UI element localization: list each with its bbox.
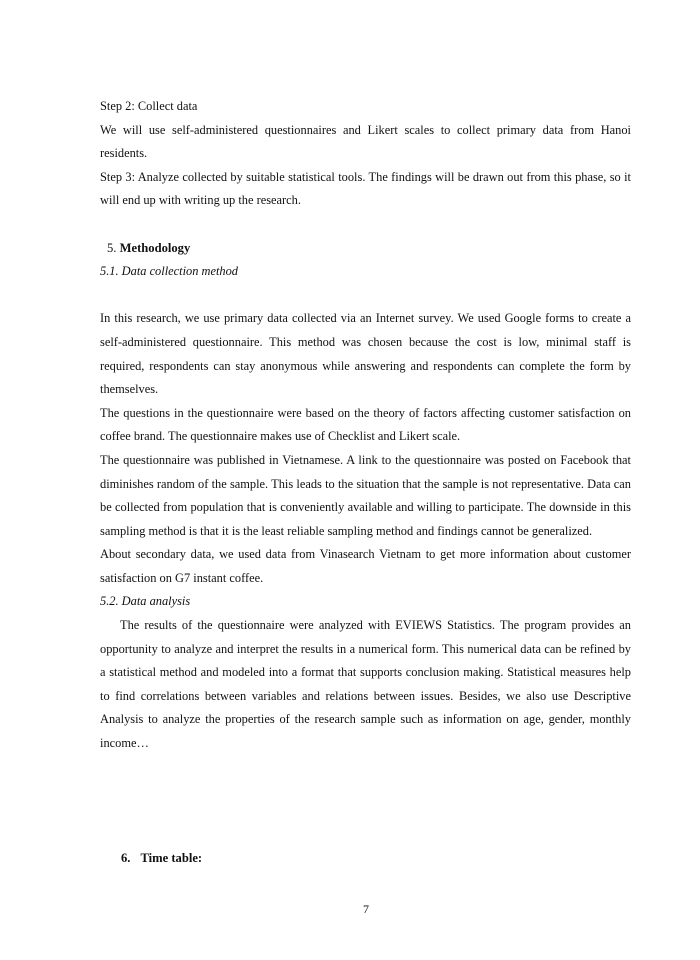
section-6-title: Time table:: [140, 851, 203, 865]
paragraph-5-1-c: The questionnaire was published in Vietnamese. A link to the questionnaire was posted on Facebook that diminishes random of the sample. This leads to the situation that the sample is not representative. Data can be collected from population that is conveniently available and willing to participate. The downside in this sampling method is that it is the least reliable sampling method and findings cannot be generalized.: [100, 452, 631, 538]
page-number: 7: [363, 902, 369, 916]
step3-paragraph: Step 3: Analyze collected by suitable statistical tools. The findings will be drawn out from this phase, so it will end up with writing up the research.: [100, 169, 631, 208]
step2-paragraph: We will use self-administered questionnaires and Likert scales to collect primary data from Hanoi residents.: [100, 122, 631, 161]
section-6-number: 6.: [121, 851, 131, 865]
section-6-heading: [121, 851, 202, 866]
section-5-title: Methodology: [119, 240, 191, 255]
section-5-number: 5.: [107, 240, 117, 255]
spacer: [100, 213, 631, 237]
step2-title: Step 2: Collect data: [100, 99, 198, 113]
body-text: [100, 95, 631, 756]
section-5-2-heading: 5.2. Data analysis: [100, 594, 191, 609]
paragraph-5-2: The results of the questionnaire were analyzed with EVIEWS Statistics. The program provides an opportunity to analyze and interpret the results in a numerical form. This numerical data can be refined by a statistical method and modeled into a format that supports conclusion making. Statistical measures help to find correlations between variables and relations between issues. Besides, we also use Descriptive Analysis to analyze the properties of the research sample such as information on age, gender, monthly income…: [100, 618, 631, 751]
spacer: [100, 284, 631, 308]
section-5-1-heading: 5.1. Data collection method: [100, 264, 238, 279]
section-5-heading: [100, 237, 631, 261]
paragraph-5-1-a: In this research, we use primary data collected via an Internet survey. We used Google forms to create a self-administered questionnaire. This method was chosen because the cost is low, minimal staff is required, respondents can stay anonymous while answering and respondents can complete the form by themselves.: [100, 311, 631, 397]
paragraph-5-1-b: The questions in the questionnaire were based on the theory of factors affecting customer satisfaction on coffee brand. The questionnaire makes use of Checklist and Likert scale.: [100, 405, 631, 444]
paragraph-5-1-d: About secondary data, we used data from Vinasearch Vietnam to get more information about customer satisfaction on G7 instant coffee.: [100, 547, 631, 585]
